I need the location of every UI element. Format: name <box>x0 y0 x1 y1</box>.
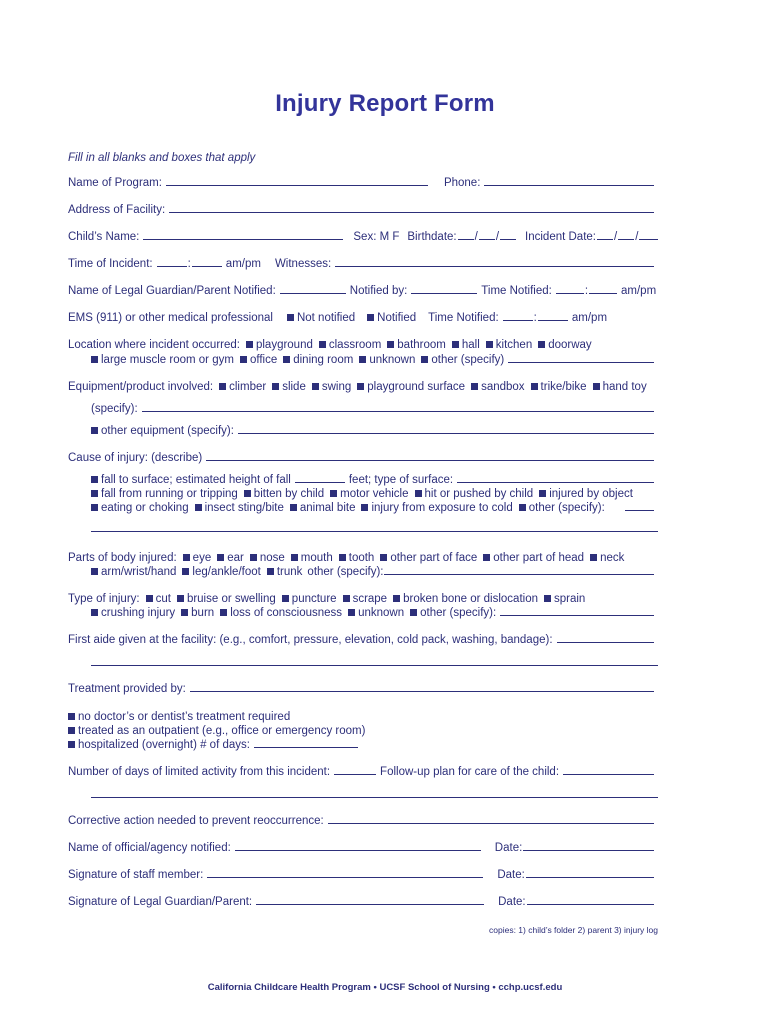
first-aid-row <box>68 630 658 646</box>
followup-extra-line[interactable] <box>91 797 658 798</box>
guardian-notified-field[interactable] <box>280 293 346 294</box>
injury-other-field[interactable] <box>500 615 654 616</box>
first-aid-field[interactable] <box>557 642 654 643</box>
cause-insect-checkbox[interactable] <box>195 504 202 511</box>
guardian-notified-row: Name of Legal Guardian/Parent Notified: Notified by: Time Notified: : am/pm <box>68 285 657 297</box>
body-trunk-checkbox[interactable] <box>267 568 274 575</box>
page-title: Injury Report Form <box>275 90 495 117</box>
equipment-label: Equipment/product involved: <box>68 381 214 393</box>
equipment-swing-checkbox[interactable] <box>312 383 319 390</box>
cause-row <box>68 448 658 464</box>
ems-label: EMS (911) or other medical professional <box>68 312 273 324</box>
official-field[interactable] <box>235 850 481 851</box>
equipment-slide-checkbox[interactable] <box>272 383 279 390</box>
guardian-date-label: Date: <box>498 896 526 908</box>
injury-consciousness-checkbox[interactable] <box>220 609 227 616</box>
staff-signature-field[interactable] <box>207 877 483 878</box>
cause-other-field[interactable] <box>625 510 654 511</box>
official-date-field[interactable] <box>523 850 654 851</box>
cause-running-checkbox[interactable] <box>91 490 98 497</box>
incident-minute-field[interactable] <box>192 266 222 267</box>
program-name-label: Name of Program: <box>68 177 162 189</box>
other-equipment-row <box>91 421 658 437</box>
body-parts-label: Parts of body injured: <box>68 552 177 564</box>
body-parts-row-1: Parts of body injured: eye ear nose mouth tooth other part of face other part of head neck <box>68 552 625 564</box>
injury-sprain-checkbox[interactable] <box>544 595 551 602</box>
first-aid-extra-line[interactable] <box>91 665 658 666</box>
cause-bitten-checkbox[interactable] <box>244 490 251 497</box>
address-label: Address of Facility: <box>68 204 166 216</box>
incident-hour-field[interactable] <box>157 266 187 267</box>
birthdate-year-field[interactable] <box>500 239 516 240</box>
incident-month-field[interactable] <box>597 239 613 240</box>
ems-not-notified-checkbox[interactable] <box>287 314 294 321</box>
injury-burn-checkbox[interactable] <box>181 609 188 616</box>
equipment-climber-checkbox[interactable] <box>219 383 226 390</box>
body-parts-row-2: arm/wrist/hand leg/ankle/foot trunk other (specify): <box>91 562 658 578</box>
guardian-date-field[interactable] <box>527 904 654 905</box>
location-classroom-checkbox[interactable] <box>319 341 326 348</box>
cause-row-3: eating or choking insect sting/bite animal bite injury from exposure to cold other (specify): <box>91 498 658 514</box>
child-row: Child’s Name: Sex: M F Birthdate: / / Incident Date: / / <box>68 227 658 243</box>
treatment-outpatient-checkbox[interactable] <box>68 727 75 734</box>
corrective-label: Corrective action needed to prevent reoccurrence: <box>68 815 324 827</box>
location-row-1: Location where incident occurred: playground classroom bathroom hall kitchen doorway <box>68 339 592 351</box>
official-row <box>68 838 658 854</box>
official-label: Name of official/agency notified: <box>68 842 231 854</box>
followup-label: Follow-up plan for care of the child: <box>380 766 560 778</box>
cause-fall-checkbox[interactable] <box>91 476 98 483</box>
body-leg-checkbox[interactable] <box>182 568 189 575</box>
phone-label: Phone: <box>443 177 481 189</box>
location-playground-checkbox[interactable] <box>246 341 253 348</box>
location-kitchen-checkbox[interactable] <box>486 341 493 348</box>
injury-broken-bone-checkbox[interactable] <box>393 595 400 602</box>
hospital-days-field[interactable] <box>254 747 358 748</box>
witnesses-label: Witnesses: <box>274 258 332 270</box>
cause-extra-line[interactable] <box>91 531 658 532</box>
fall-height-field[interactable] <box>295 482 345 483</box>
birthdate-month-field[interactable] <box>458 239 474 240</box>
cause-hit-checkbox[interactable] <box>415 490 422 497</box>
birthdate-label: Birthdate: <box>407 231 457 243</box>
location-other-field[interactable] <box>508 362 654 363</box>
treatment-hospitalized-row: hospitalized (overnight) # of days: <box>68 735 658 751</box>
ems-hour-field[interactable] <box>503 320 533 321</box>
limited-days-field[interactable] <box>334 774 376 775</box>
corrective-field[interactable] <box>328 823 654 824</box>
equipment-specify-field[interactable] <box>142 411 654 412</box>
equipment-row: Equipment/product involved: climber slide swing playground surface sandbox trike/bike hand toy <box>68 381 647 393</box>
ems-not-notified-label: Not notified <box>296 312 356 324</box>
staff-date-label: Date: <box>497 869 525 881</box>
treatment-row <box>68 679 658 695</box>
incident-day-field[interactable] <box>618 239 634 240</box>
ems-time-label: Time Notified: <box>428 312 499 324</box>
guardian-signature-row <box>68 892 658 908</box>
guardian-signature-field[interactable] <box>256 904 484 905</box>
time-notified-ampm[interactable]: am/pm <box>621 285 657 297</box>
incident-time-row: Time of Incident: : am/pm Witnesses: <box>68 254 658 270</box>
cause-cold-checkbox[interactable] <box>361 504 368 511</box>
location-label: Location where incident occurred: <box>68 339 240 351</box>
cause-animal-checkbox[interactable] <box>290 504 297 511</box>
address-field[interactable] <box>169 212 654 213</box>
body-tooth-checkbox[interactable] <box>339 554 346 561</box>
copies-note: copies: 1) child’s folder 2) parent 3) injury log <box>489 925 658 935</box>
official-date-label: Date: <box>494 842 523 854</box>
body-neck-checkbox[interactable] <box>590 554 597 561</box>
incident-ampm[interactable]: am/pm <box>225 258 261 270</box>
treatment-none-row: no doctor’s or dentist’s treatment required <box>68 707 658 723</box>
notified-by-field[interactable] <box>411 293 477 294</box>
injury-scrape-checkbox[interactable] <box>343 595 350 602</box>
injury-other-checkbox[interactable] <box>410 609 417 616</box>
other-equipment-field[interactable] <box>238 433 654 434</box>
equipment-hand-toy-checkbox[interactable] <box>593 383 600 390</box>
body-nose-checkbox[interactable] <box>250 554 257 561</box>
birthdate-day-field[interactable] <box>479 239 495 240</box>
guardian-notified-label: Name of Legal Guardian/Parent Notified: <box>68 285 276 297</box>
footer: California Childcare Health Program • UCSF School of Nursing • cchp.ucsf.edu <box>207 982 563 993</box>
incident-year-field[interactable] <box>639 239 658 240</box>
treatment-field[interactable] <box>190 691 654 692</box>
body-ear-checkbox[interactable] <box>217 554 224 561</box>
treatment-none-checkbox[interactable] <box>68 713 75 720</box>
treatment-hospitalized-checkbox[interactable] <box>68 741 75 748</box>
injury-type-row-2: crushing injury burn loss of consciousness unknown other (specify): <box>91 603 658 619</box>
child-name-label: Child’s Name: <box>68 231 140 243</box>
ems-ampm[interactable]: am/pm <box>571 312 608 324</box>
location-bathroom-checkbox[interactable] <box>387 341 394 348</box>
phone-field[interactable] <box>484 185 654 186</box>
time-notified-label: Time Notified: <box>481 285 552 297</box>
child-name-field[interactable] <box>143 239 343 240</box>
incident-time-label: Time of Incident: <box>68 258 153 270</box>
sex-label[interactable]: Sex: M F <box>353 231 400 243</box>
ems-minute-field[interactable] <box>538 320 568 321</box>
staff-date-field[interactable] <box>526 877 654 878</box>
injury-cut-checkbox[interactable] <box>146 595 153 602</box>
body-eye-checkbox[interactable] <box>183 554 190 561</box>
location-muscle-room-checkbox[interactable] <box>91 356 98 363</box>
location-other-checkbox[interactable] <box>421 356 428 363</box>
notified-by-label: Notified by: <box>349 285 408 297</box>
first-aid-label: First aide given at the facility: (e.g., comfort, pressure, elevation, cold pack, washing, bandage): <box>68 634 553 646</box>
address-row <box>68 200 658 216</box>
cause-object-checkbox[interactable] <box>539 490 546 497</box>
program-row <box>68 173 658 189</box>
equipment-specify-row <box>91 399 658 415</box>
cause-field[interactable] <box>206 460 654 461</box>
treatment-label: Treatment provided by: <box>68 683 186 695</box>
cause-row-2: fall from running or tripping bitten by child motor vehicle hit or pushed by child injured by object <box>91 484 658 500</box>
cause-vehicle-checkbox[interactable] <box>330 490 337 497</box>
cause-label: Cause of injury: (describe) <box>68 452 203 464</box>
limited-activity-row <box>68 762 658 778</box>
followup-field[interactable] <box>563 774 654 775</box>
ems-notified-label: Notified <box>377 312 417 324</box>
body-arm-checkbox[interactable] <box>91 568 98 575</box>
injury-type-row-1: Type of injury: cut bruise or swelling puncture scrape broken bone or dislocation sprain <box>68 593 586 605</box>
witnesses-field[interactable] <box>335 266 654 267</box>
cause-fall-row: fall to surface; estimated height of fall feet; type of surface: <box>91 470 658 486</box>
body-other-field[interactable] <box>384 574 654 575</box>
time-notified-minute-field[interactable] <box>589 293 617 294</box>
program-name-field[interactable] <box>166 185 428 186</box>
location-unknown-checkbox[interactable] <box>359 356 366 363</box>
equipment-sandbox-checkbox[interactable] <box>471 383 478 390</box>
equipment-specify-label: (specify): <box>91 403 138 415</box>
cause-choking-checkbox[interactable] <box>91 504 98 511</box>
limited-activity-label: Number of days of limited activity from this incident: <box>68 766 331 778</box>
treatment-outpatient-row: treated as an outpatient (e.g., office or emergency room) <box>68 721 658 737</box>
other-equipment-label: other equipment (specify): <box>101 425 234 437</box>
location-row-2: large muscle room or gym office dining room unknown other (specify) <box>91 350 658 366</box>
injury-type-label: Type of injury: <box>68 593 140 605</box>
location-hall-checkbox[interactable] <box>452 341 459 348</box>
time-notified-hour-field[interactable] <box>556 293 584 294</box>
body-mouth-checkbox[interactable] <box>291 554 298 561</box>
surface-type-field[interactable] <box>457 482 654 483</box>
location-dining-checkbox[interactable] <box>283 356 290 363</box>
injury-unknown-checkbox[interactable] <box>348 609 355 616</box>
ems-row: EMS (911) or other medical professional Not notified Notified Time Notified: : am/pm <box>68 312 608 324</box>
ems-notified-checkbox[interactable] <box>367 314 374 321</box>
staff-label: Signature of staff member: <box>68 869 204 881</box>
injury-puncture-checkbox[interactable] <box>282 595 289 602</box>
cause-other-checkbox[interactable] <box>519 504 526 511</box>
body-head-checkbox[interactable] <box>483 554 490 561</box>
location-doorway-checkbox[interactable] <box>538 341 545 348</box>
injury-crushing-checkbox[interactable] <box>91 609 98 616</box>
other-equipment-checkbox[interactable] <box>91 427 98 434</box>
guardian-signature-label: Signature of Legal Guardian/Parent: <box>68 896 253 908</box>
body-face-checkbox[interactable] <box>380 554 387 561</box>
injury-bruise-checkbox[interactable] <box>177 595 184 602</box>
staff-row <box>68 865 658 881</box>
corrective-row <box>68 811 658 827</box>
incident-date-label: Incident Date: <box>525 231 596 243</box>
instructions: Fill in all blanks and boxes that apply <box>68 152 256 164</box>
equipment-playground-surface-checkbox[interactable] <box>357 383 364 390</box>
equipment-trike-checkbox[interactable] <box>531 383 538 390</box>
location-office-checkbox[interactable] <box>240 356 247 363</box>
